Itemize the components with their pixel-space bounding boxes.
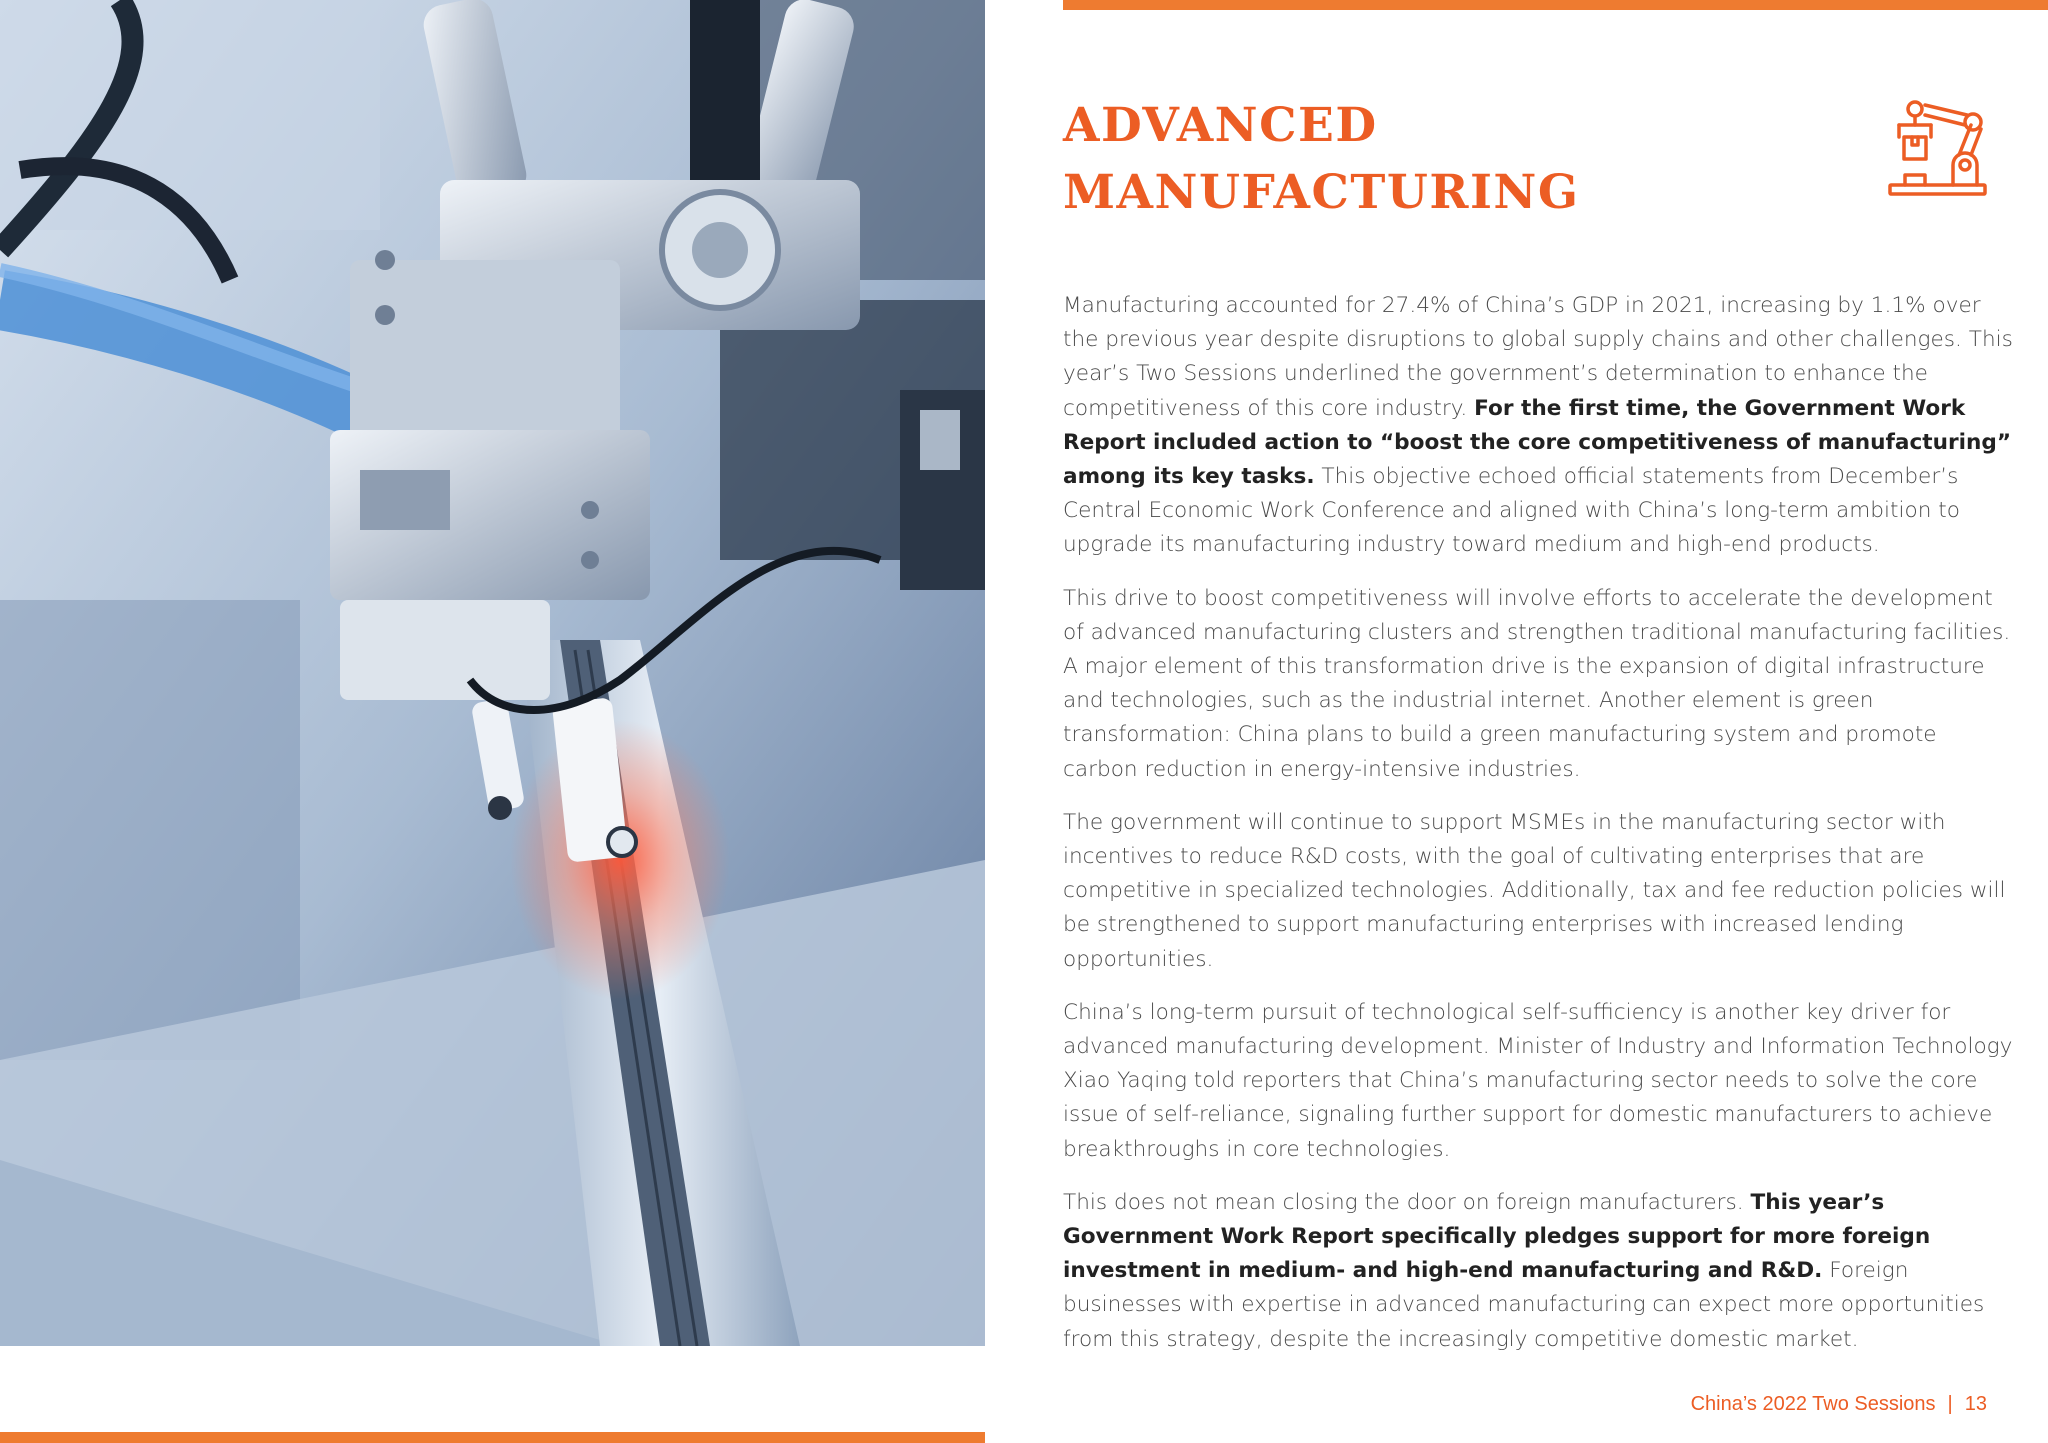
title-line-1: ADVANCED [1063, 98, 1378, 153]
paragraph-5-highlight: This year’s Government Work Report specifically pledges support for more foreign investment in medium- and high-end manufacturing and R&D. [1063, 1189, 1931, 1284]
paragraph-5-text-end: Foreign businesses with expertise in advanced manufacturing can expect more opportunities from this strategy, despite the increasingly competitive domestic market. [1063, 1258, 1985, 1352]
factory-robot-photo [0, 0, 985, 1346]
paragraph-5 [1063, 1186, 2013, 1357]
footer-separator: | [1947, 1393, 1953, 1415]
page-number: 13 [1964, 1393, 1987, 1415]
footer-title: China’s 2022 Two Sessions [1690, 1393, 1936, 1415]
paragraph-1-highlight: For the first time, the Government Work Report included action to “boost the core competitiveness of manufacturing” among its key tasks. [1063, 395, 2012, 490]
paragraph-3: The government will continue to support MSMEs in the manufacturing sector with incentives to reduce R&D costs, with the goal of cultivating enterprises that are competitive in specialized technologies. Additionally, tax and fee reduction policies will be strengthened to support manufacturing enterprises with increased lending opportunities. [1063, 809, 2006, 972]
page-footer [1691, 1393, 1987, 1416]
top-accent-bar [1063, 0, 2048, 10]
title-line-2: MANUFACTURING [1063, 165, 1580, 220]
paragraph-1-text: Manufacturing accounted for 27.4% of China’s GDP in 2021, increasing by 1.1% over the previous year despite disruptions to global supply chains and other challenges. This year’s Two Sessions underlined the government’s determination to enhance the competitiveness of this core industry. [1063, 293, 2013, 421]
article-body [1063, 289, 2013, 1376]
paragraph-2: This drive to boost competitiveness will involve efforts to accelerate the development of advanced manufacturing clusters and strengthen traditional manufacturing facilities. A major element of this transformation drive is the expansion of digital infrastructure and technologies, such as the industrial internet. Another element is green transformation: China plans to build a green manufacturing system and promote carbon reduction in energy-intensive industries. [1063, 585, 2011, 782]
paragraph-1-text-end: This objective echoed official statements from December’s Central Economic Work Conference and aligned with China’s long-term ambition to upgrade its manufacturing industry toward medium and high-end products. [1063, 464, 1960, 558]
paragraph-1 [1063, 289, 2013, 563]
robot-arm-icon [1885, 95, 1990, 200]
bottom-accent-bar [0, 1432, 985, 1443]
paragraph-4: China’s long-term pursuit of technological self-sufficiency is another key driver for advanced manufacturing development. Minister of Industry and Information Technology Xiao Yaqing told reporters that China’s manufacturing sector needs to solve the core issue of self-reliance, signaling further support for domestic manufacturers to achieve breakthroughs in core technologies. [1063, 999, 2013, 1162]
paragraph-5-text: This does not mean closing the door on foreign manufacturers. [1063, 1189, 1751, 1215]
page-title [1063, 92, 1823, 226]
